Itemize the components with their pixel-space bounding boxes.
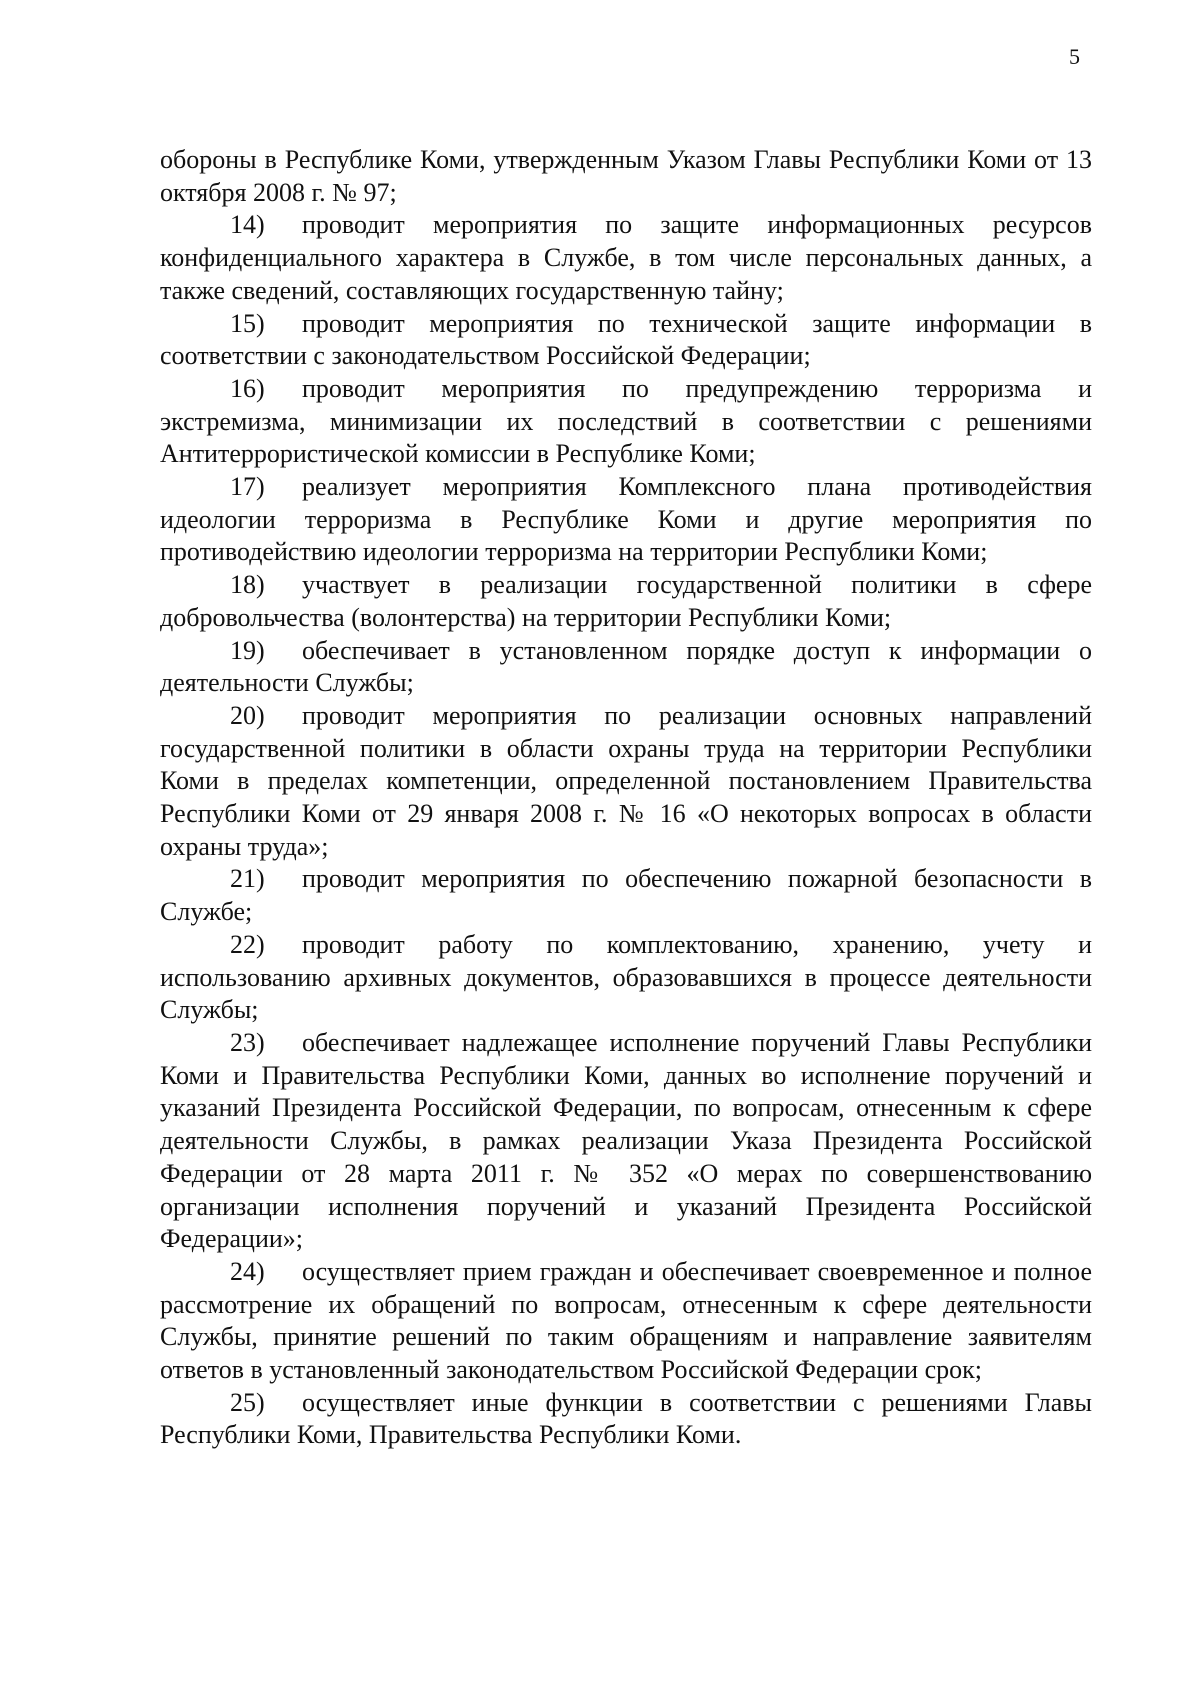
list-item [160,308,1092,373]
list-item [160,569,1092,634]
list-item-text: участвует в реализации государственной политики в сфере добровольчества (волонтерства) на территории Республики Коми; [160,570,1092,632]
list-item [160,635,1092,700]
list-item [160,929,1092,1027]
list-item [160,209,1092,307]
list-item [160,1256,1092,1387]
list-item [160,373,1092,471]
list-item-number: 17) [230,472,265,502]
list-item-number: 16) [230,373,265,403]
list-item [160,700,1092,864]
intro-paragraph: обороны в Республике Коми, утвержденным Указом Главы Республики Коми от 13 октября 2008 г. № 97; [160,145,1092,207]
list-item-number: 20) [230,700,265,730]
list-item [160,863,1092,928]
list-item-number: 19) [230,635,265,665]
list-item-number: 15) [230,308,265,338]
list-item-number: 21) [230,864,265,894]
document-body [160,144,1092,1452]
list-item-number: 18) [230,570,265,600]
list-item-text: проводит работу по комплектованию, хранению, учету и использованию архивных документов, образовавшихся в процессе деятельности Службы; [160,929,1092,1025]
list-item [160,1387,1092,1452]
list-item-text: проводит мероприятия по реализации основных направлений государственной политики в области охраны труда на территории Республики Коми в пределах компетенции, определенной постановлением Правительства Республики Коми от 29 января 2008 г. № 16 «О некоторых вопросах в области охраны труда»; [160,700,1092,861]
list-item-text: обеспечивает надлежащее исполнение поручений Главы Республики Коми и Правительства Республики Коми, данных во исполнение поручений и указаний Президента Российской Федерации, по вопросам, отнесенным к сфере деятельности Службы, в рамках реализации Указа Президента Российской Федерации от 28 марта 2011 г. № 352 «О мерах по совершенствованию организации исполнения поручений и указаний Президента Российской Федерации»; [160,1027,1092,1254]
list-item-text: проводит мероприятия по защите информационных ресурсов конфиденциального характера в Службе, в том числе персональных данных, а также сведений, составляющих государственную тайну; [160,210,1092,305]
list-item-number: 22) [230,929,265,959]
list-item [160,1027,1092,1256]
list-item-number: 24) [230,1256,265,1286]
list-item [160,471,1092,569]
list-item-number: 23) [230,1027,265,1057]
list-item-text: проводит мероприятия по обеспечению пожарной безопасности в Службе; [160,864,1092,927]
list-item-text: проводит мероприятия по технической защите информации в соответствии с законодательством Российской Федерации; [160,308,1092,371]
page-number: 5 [1069,44,1080,69]
list-item-text: осуществляет иные функции в соответствии с решениями Главы Республики Коми, Правительства Республики Коми. [160,1387,1092,1450]
list-item-text: проводит мероприятия по предупреждению терроризма и экстремизма, минимизации их последствий в соответствии с решениями Антитеррористической комиссии в Республике Коми; [160,373,1092,469]
list-item-text: обеспечивает в установленном порядке доступ к информации о деятельности Службы; [160,635,1092,698]
list-item-text: осуществляет прием граждан и обеспечивает своевременное и полное рассмотрение их обращений по вопросам, отнесенным к сфере деятельности Службы, принятие решений по таким обращениям и направление заявителям ответов в установленный законодательством Российской Федерации срок; [160,1256,1092,1385]
list-item-text: реализует мероприятия Комплексного плана противодействия идеологии терроризма в Республике Коми и другие мероприятия по противодействию идеологии терроризма на территории Республики Коми; [160,472,1092,567]
list-item-number: 25) [230,1387,265,1417]
list-item-number: 14) [230,210,265,240]
